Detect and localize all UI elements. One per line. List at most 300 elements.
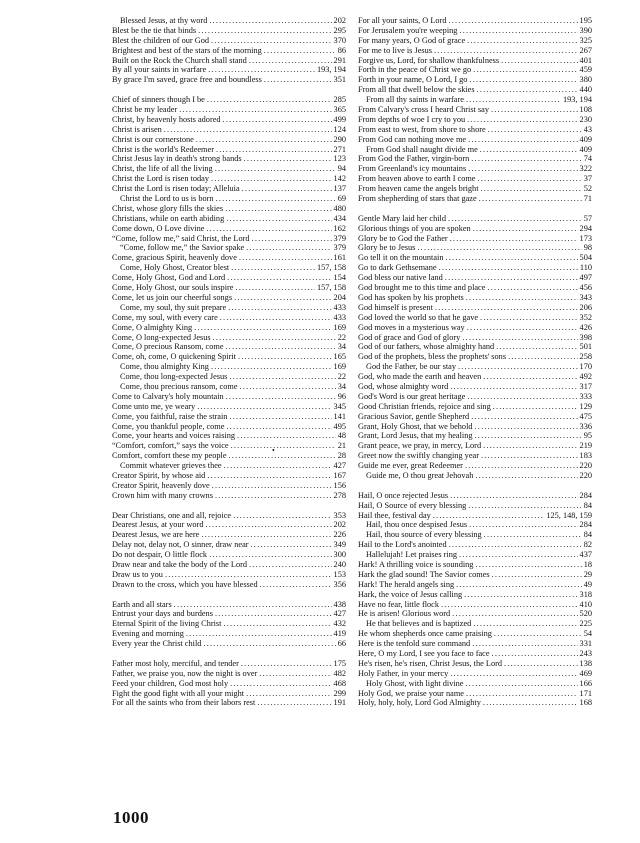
hymn-title: Glorious things of you are spoken — [358, 223, 471, 233]
hymn-title: Draw near and take the body of the Lord — [112, 559, 248, 569]
hymn-title: God himself is present — [358, 302, 433, 312]
dot-leader — [241, 659, 332, 669]
index-entry — [358, 342, 592, 352]
dot-leader — [264, 46, 336, 56]
dot-leader — [479, 194, 582, 204]
hymn-number: 504 — [579, 253, 592, 263]
dot-leader — [215, 609, 332, 619]
hymn-number: 468 — [333, 678, 346, 688]
hymn-number: 125, 148, 159 — [546, 510, 592, 520]
dot-leader — [475, 431, 582, 441]
hymn-number: 193, 194 — [316, 65, 346, 75]
index-entry — [112, 520, 346, 530]
hymn-title: From God the Father, virgin-born — [358, 154, 470, 164]
hymn-number: 34 — [337, 342, 346, 352]
hymn-number: 193, 194 — [562, 95, 592, 105]
index-entry — [358, 530, 592, 540]
index-entry — [358, 234, 592, 244]
dot-leader — [215, 491, 332, 501]
index-entry — [358, 303, 592, 313]
index-entry — [112, 600, 346, 610]
hymn-number: 124 — [333, 124, 346, 134]
hymn-number: 426 — [579, 322, 592, 332]
hymn-title: Christ is the world's Redeemer — [112, 144, 214, 154]
index-entry — [358, 263, 592, 273]
dot-leader — [466, 293, 578, 303]
index-entry — [358, 698, 592, 708]
hymn-number: 204 — [333, 292, 346, 302]
dot-leader — [467, 36, 577, 46]
hymn-number: 345 — [333, 401, 346, 411]
index-entry — [112, 619, 346, 629]
hymn-title: For all your saints, O Lord — [358, 16, 447, 25]
hymn-number: 175 — [333, 658, 346, 668]
hymn-title: Delay not, delay not, O sinner, draw near — [112, 540, 249, 550]
hymn-number: 459 — [579, 65, 592, 75]
hymn-title: God of our fathers, whose almighty hand — [358, 342, 495, 352]
dot-leader — [257, 698, 331, 708]
index-entry — [358, 629, 592, 639]
index-entry — [358, 75, 592, 85]
index-entry — [112, 95, 346, 105]
index-entry — [358, 333, 592, 343]
hymn-number: 69 — [337, 194, 346, 204]
hymn-title: Hallelujah! Let praises ring — [366, 550, 458, 560]
hymn-number: 141 — [333, 411, 346, 421]
index-letter-group — [112, 659, 346, 708]
index-entry — [358, 392, 592, 402]
hymn-number: 432 — [333, 619, 346, 629]
dot-leader — [468, 164, 577, 174]
dot-leader — [230, 679, 331, 689]
hymn-title: From all that dwell below the skies — [358, 85, 475, 95]
dot-leader — [483, 372, 577, 382]
dot-leader — [473, 224, 578, 234]
dot-leader — [165, 570, 332, 580]
hymn-number: 398 — [579, 332, 592, 342]
hymn-title: Holy God, we praise your name — [358, 688, 464, 698]
dot-leader — [456, 580, 582, 590]
hymn-number: 284 — [579, 520, 592, 530]
hymn-number: 95 — [583, 431, 592, 441]
hymn-title: Go tell it on the mountain — [358, 253, 444, 263]
index-entry — [112, 333, 346, 343]
hymn-number: 351 — [333, 75, 346, 85]
dot-leader — [164, 125, 332, 135]
hymn-number: 285 — [333, 95, 346, 105]
index-entry — [358, 125, 592, 135]
dot-leader — [235, 283, 314, 293]
hymn-title: From Calvary's cross I heard Christ say — [358, 105, 489, 115]
hymn-number: 336 — [579, 421, 592, 431]
dot-leader — [417, 243, 581, 253]
index-entry — [112, 580, 346, 590]
dot-leader — [473, 65, 577, 75]
dot-leader — [216, 194, 336, 204]
dot-leader — [260, 580, 332, 590]
hymn-title: Father most holy, merciful, and tender — [112, 658, 239, 668]
hymn-title: Come, thou precious ransom, come — [120, 381, 238, 391]
index-entry — [112, 283, 346, 293]
dot-leader — [481, 451, 578, 461]
hymn-number: 219 — [579, 441, 592, 451]
hymn-title: Blest the children of our God — [112, 35, 210, 45]
index-entry — [358, 491, 592, 501]
dot-leader — [205, 520, 331, 530]
hymn-title: Come, gracious Spirit, heavenly dove — [112, 253, 237, 263]
dot-leader — [186, 629, 332, 639]
hymn-title: From heaven above to earth I come — [358, 174, 476, 184]
index-entry — [358, 164, 592, 174]
hymn-number: 74 — [583, 154, 592, 164]
hymn-title: Chief of sinners though I be — [112, 95, 205, 105]
index-entry — [358, 174, 592, 184]
hymn-number: 21 — [337, 441, 346, 451]
index-entry — [358, 36, 592, 46]
index-entry — [358, 590, 592, 600]
dot-leader — [239, 253, 332, 263]
hymn-title: Good Christian friends, rejoice and sing — [358, 401, 491, 411]
index-entry — [112, 293, 346, 303]
hymn-title: Crown him with many crowns — [112, 490, 213, 500]
index-entry — [112, 679, 346, 689]
hymn-number: 167 — [333, 470, 346, 480]
hymn-number: 353 — [333, 510, 346, 520]
hymn-number: 153 — [333, 569, 346, 579]
dot-leader — [209, 16, 331, 26]
dot-leader — [223, 619, 331, 629]
hymn-title: Draw us to you — [112, 569, 163, 579]
index-entry — [358, 214, 592, 224]
hymn-number: 300 — [333, 550, 346, 560]
dot-leader — [466, 95, 561, 105]
index-entry — [358, 273, 592, 283]
hymn-number: 482 — [333, 668, 346, 678]
dot-leader — [434, 46, 578, 56]
hymn-number: 267 — [579, 45, 592, 55]
hymn-number: 166 — [579, 678, 592, 688]
hymn-number: 352 — [579, 312, 592, 322]
dot-leader — [448, 214, 582, 224]
dot-leader — [445, 273, 578, 283]
hymn-number: 499 — [333, 114, 346, 124]
dot-leader — [244, 154, 332, 164]
hymn-title: “Come, follow me,” the Savior spake — [120, 243, 245, 253]
dot-leader — [264, 75, 332, 85]
index-entry — [358, 451, 592, 461]
hymn-title: Christ be my leader — [112, 105, 178, 115]
hymn-number: 294 — [579, 223, 592, 233]
hymn-title: From east to west, from shore to shore — [358, 124, 486, 134]
dot-leader — [480, 145, 578, 155]
hymn-title: God moves in a mysterious way — [358, 322, 465, 332]
index-entry — [112, 36, 346, 46]
hymn-title: Father, we praise you, now the night is over — [112, 668, 258, 678]
hymn-title: God the Father, be our stay — [366, 362, 456, 372]
index-entry — [112, 659, 346, 669]
hymn-title: Earth and all stars — [112, 599, 172, 609]
dot-leader — [259, 669, 331, 679]
hymn-title: Have no fear, little flock — [358, 599, 439, 609]
index-entry — [358, 431, 592, 441]
hymn-title: Every year the Christ child — [112, 639, 202, 649]
hymn-number: 157, 158 — [316, 283, 346, 293]
hymn-title: Holy Ghost, with light divine — [366, 678, 464, 688]
hymn-number: 84 — [583, 530, 592, 540]
dot-leader — [246, 243, 331, 253]
hymn-number: 333 — [579, 391, 592, 401]
hymn-number: 49 — [583, 579, 592, 589]
hymn-number: 54 — [583, 629, 592, 639]
hymn-number: 401 — [579, 55, 592, 65]
hymn-number: 82 — [583, 540, 592, 550]
hymn-title: Christ, by heavenly hosts adored — [112, 114, 221, 124]
hymn-title: Grant peace, we pray, in mercy, Lord — [358, 441, 482, 451]
hymn-number: 331 — [579, 639, 592, 649]
index-entry — [358, 560, 592, 570]
dot-leader — [216, 145, 332, 155]
dot-leader — [491, 105, 578, 115]
dot-leader — [196, 135, 332, 145]
hymn-title: Christ, the life of all the living — [112, 164, 213, 174]
index-entry — [358, 570, 592, 580]
hymn-title: Christ is our cornerstone — [112, 134, 194, 144]
hymn-number: 343 — [579, 292, 592, 302]
hymn-title: God, who made the earth and heaven — [358, 372, 482, 382]
index-entry — [358, 550, 592, 560]
dot-leader — [233, 511, 331, 521]
dot-leader — [492, 570, 582, 580]
dot-leader — [469, 75, 577, 85]
hymn-number: 243 — [579, 649, 592, 658]
index-entry — [112, 204, 346, 214]
hymn-title: Guide me ever, great Redeemer — [358, 461, 463, 471]
hymn-title: Grant, Holy Ghost, that we behold — [358, 421, 473, 431]
dot-leader — [227, 273, 331, 283]
hymn-title: Glory be to God the Father — [358, 233, 448, 243]
index-entry — [358, 105, 592, 115]
index-entry — [112, 698, 346, 708]
index-entry — [112, 303, 346, 313]
hymn-title: Here, O my Lord, I see you face to face — [358, 649, 490, 658]
hymn-number: 156 — [333, 480, 346, 490]
hymn-number: 157, 158 — [316, 263, 346, 273]
hymn-number: 66 — [337, 639, 346, 649]
index-letter-group — [112, 16, 346, 85]
hymn-title: From Greenland's icy mountains — [358, 164, 467, 174]
dot-leader — [215, 164, 336, 174]
index-entry — [358, 224, 592, 234]
index-entry — [112, 560, 346, 570]
hymn-title: Drawn to the cross, which you have blessed — [112, 579, 258, 589]
hymn-title: From depths of woe I cry to you — [358, 114, 466, 124]
hymn-number: 284 — [579, 490, 592, 500]
index-entry — [112, 629, 346, 639]
dot-leader — [468, 135, 577, 145]
dot-leader — [468, 501, 581, 511]
index-entry — [358, 689, 592, 699]
dot-leader — [211, 362, 332, 372]
dot-leader — [246, 689, 331, 699]
index-entry — [112, 253, 346, 263]
dot-leader — [211, 174, 332, 184]
hymn-number: 220 — [579, 461, 592, 471]
hymn-number: 220 — [579, 470, 592, 480]
hymn-number: 57 — [583, 213, 592, 223]
hymn-title: Greet now the swiftly changing year — [358, 451, 479, 461]
hymn-title: Come, your hearts and voices raising — [112, 431, 236, 441]
hymn-number: 28 — [337, 451, 346, 461]
index-entry — [112, 422, 346, 432]
index-entry — [112, 441, 346, 451]
hymn-number: 410 — [579, 599, 592, 609]
hymn-number: 440 — [579, 85, 592, 95]
hymn-title: Here is the tenfold sure command — [358, 639, 471, 649]
index-entry — [358, 609, 592, 619]
dot-leader — [223, 115, 332, 125]
dot-leader — [483, 698, 578, 708]
index-entry — [358, 95, 592, 105]
dot-leader — [467, 323, 578, 333]
index-entry — [112, 352, 346, 362]
index-entry — [112, 174, 346, 184]
dot-leader — [477, 85, 578, 95]
index-entry — [112, 540, 346, 550]
index-entry — [112, 639, 346, 649]
dot-leader — [471, 154, 581, 164]
hymn-number: 379 — [333, 233, 346, 243]
dot-leader — [488, 125, 582, 135]
dot-leader — [249, 56, 332, 66]
index-entry — [358, 461, 592, 471]
hymn-title: He that believes and is baptized — [366, 619, 472, 629]
index-letter-group — [358, 491, 592, 709]
index-column-left — [112, 16, 346, 708]
dot-leader — [203, 639, 335, 649]
dot-leader — [226, 392, 336, 402]
hymn-title: Holy Father, in your mercy — [358, 668, 449, 678]
hymn-number: 142 — [333, 174, 346, 184]
hymn-number: 495 — [333, 421, 346, 431]
hymn-title: Come, O precious Ransom, come — [112, 342, 224, 352]
hymn-number: 427 — [333, 609, 346, 619]
hymn-number: 379 — [333, 243, 346, 253]
hymn-number: 322 — [579, 164, 592, 174]
hymn-number: 86 — [337, 45, 346, 55]
index-entry — [112, 135, 346, 145]
index-entry — [358, 65, 592, 75]
hymn-title: By grace I'm saved, grace free and boundless — [112, 75, 262, 85]
hymn-number: 290 — [333, 134, 346, 144]
hymn-title: Come, thou almighty King — [120, 362, 209, 372]
index-entry — [358, 412, 592, 422]
hymn-title: Hail, thou once despised Jesus — [366, 520, 468, 530]
hymn-title: “Comfort, comfort,” says the voice — [112, 441, 229, 451]
index-entry — [112, 214, 346, 224]
index-entry — [112, 65, 346, 75]
hymn-number: 22 — [337, 372, 346, 382]
hymn-title: Hark! The herald angels sing — [358, 579, 455, 589]
dot-leader — [206, 224, 331, 234]
dot-leader — [225, 204, 331, 214]
index-entry — [358, 511, 592, 521]
hymn-title: “Come, follow me,” said Christ, the Lord — [112, 233, 250, 243]
dot-leader — [240, 382, 336, 392]
hymn-title: Go to dark Gethsemane — [358, 263, 437, 273]
dot-leader — [237, 431, 336, 441]
dot-leader — [226, 422, 331, 432]
hymn-number: 183 — [579, 451, 592, 461]
dot-leader — [198, 26, 331, 36]
dot-leader — [450, 234, 578, 244]
hymn-number: 169 — [333, 362, 346, 372]
hymn-title: Come, you faithful, raise the strain — [112, 411, 228, 421]
index-entry — [358, 639, 592, 649]
index-column-right — [358, 16, 592, 708]
hymn-title: Christ Jesus lay in death's strong bands — [112, 154, 242, 164]
hymn-title: Gentle Mary laid her child — [358, 213, 447, 223]
dot-leader — [473, 619, 577, 629]
hymn-title: Fight the good fight with all your might — [112, 688, 245, 698]
index-entry — [358, 26, 592, 36]
hymn-title: Hark, the voice of Jesus calling — [358, 589, 463, 599]
dot-leader — [469, 520, 577, 530]
hymn-number: 438 — [333, 599, 346, 609]
index-entry — [112, 412, 346, 422]
index-entry — [358, 362, 592, 372]
hymn-title: Gracious Savior, gentle Shepherd — [358, 411, 470, 421]
hymn-title: Eternal Spirit of the living Christ — [112, 619, 222, 629]
hymn-title: Creator Spirit, heavenly dove — [112, 480, 210, 490]
dot-leader — [492, 649, 578, 659]
hymn-title: Come, thou long-expected Jesus — [120, 372, 228, 382]
dot-leader — [249, 560, 332, 570]
dot-leader — [478, 174, 582, 184]
hymn-number: 492 — [579, 372, 592, 382]
dot-leader — [475, 471, 577, 481]
hymn-number: 161 — [333, 253, 346, 263]
index-entry — [112, 431, 346, 441]
hymn-title: Christ the Lord is risen today; Alleluia — [112, 184, 240, 194]
hymn-number: 278 — [333, 490, 346, 500]
hymn-title: Built on the Rock the Church shall stand — [112, 55, 247, 65]
dot-leader — [458, 362, 578, 372]
index-entry — [358, 600, 592, 610]
hymn-title: Comfort, comfort these my people — [112, 451, 227, 461]
index-entry — [358, 441, 592, 451]
hymn-title: Come, O almighty King — [112, 322, 193, 332]
dot-leader — [211, 36, 332, 46]
index-entry — [358, 243, 592, 253]
index-entry — [112, 16, 346, 26]
hymn-number: 271 — [333, 144, 346, 154]
hymn-number: 206 — [579, 302, 592, 312]
dot-leader — [201, 530, 331, 540]
hymn-title: Do not despair, O little flock — [112, 550, 208, 560]
index-entry — [358, 679, 592, 689]
hymn-number: 138 — [579, 658, 592, 668]
dot-leader — [226, 214, 331, 224]
hymn-title: Hail to the Lord's anointed — [358, 540, 447, 550]
hymn-title: Christ, whose glory fills the skies — [112, 203, 224, 213]
index-entry — [358, 669, 592, 679]
dot-leader — [207, 95, 332, 105]
dot-leader — [441, 600, 578, 610]
hymn-title: Hark the glad sound! The Savior comes — [358, 569, 490, 579]
index-entry — [112, 471, 346, 481]
hymn-number: 29 — [583, 569, 592, 579]
hymn-number: 295 — [333, 25, 346, 35]
